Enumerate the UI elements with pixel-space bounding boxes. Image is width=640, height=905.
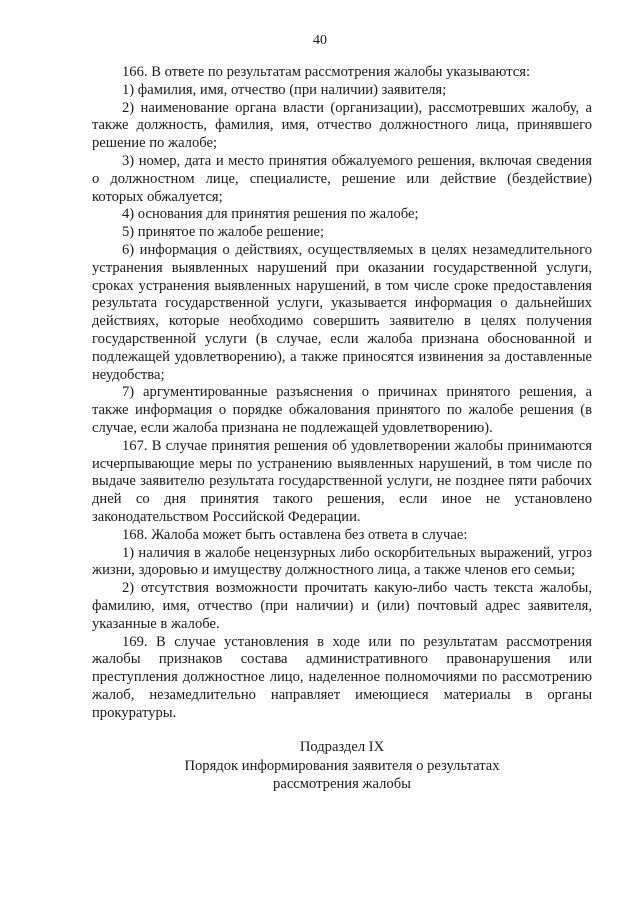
list-item-168-1: 1) наличия в жалобе нецензурных либо оскорбительных выражений, угроз жизни, здоровью и имуществу должностного лица, а также членов его семьи; — [92, 544, 592, 579]
paragraph-168-intro: 168. Жалоба может быть оставлена без ответа в случае: — [122, 526, 468, 543]
subsection-title-line1: Порядок информирования заявителя о результатах — [184, 757, 500, 774]
list-item-166-3: 3) номер, дата и место принятия обжалуемого решения, включая сведения о должностном лице, специалисте, решение или действие (бездействие) которых обжалуется; — [92, 152, 592, 205]
list-item-166-4: 4) основания для принятия решения по жалобе; — [122, 206, 419, 223]
list-item-166-5: 5) принятое по жалобе решение; — [122, 224, 325, 241]
subsection-title-line2: рассмотрения жалобы — [273, 775, 411, 792]
list-item-168-2: 2) отсутствия возможности прочитать какую-либо часть текста жалобы, фамилию, имя, отчество (при наличии) и (или) почтовый адрес заявителя, указанные в жалобе. — [92, 580, 592, 632]
list-item-166-7: 7) аргументированные разъяснения о причинах принятого решения, а также информация о порядке обжалования принятого по жалобе решения (в случае, если жалоба признана не подлежащей удовлетворению). — [92, 384, 592, 436]
document-body — [92, 64, 592, 722]
subsection-header — [92, 739, 592, 793]
paragraph-166-intro: 166. В ответе по результатам рассмотрения жалобы указываются: — [122, 64, 531, 80]
page-number: 40 — [313, 33, 327, 48]
list-item-166-1: 1) фамилия, имя, отчество (при наличии) заявителя; — [122, 81, 447, 98]
list-item-166-2: 2) наименование органа власти (организации), рассмотревших жалобу, а также должность, фамилия, имя, отчество должностного лица, принявшего решение по жалобе; — [92, 99, 592, 152]
subsection-heading: Подраздел IX — [299, 739, 385, 755]
paragraph-169: 169. В случае установления в ходе или по результатам рассмотрения жалобы признаков состава административного правонарушения или преступления должностное лицо, наделенное полномочиями по рассмотрению жалоб, незамедлительно направляет имеющиеся материалы в органы прокуратуры. — [92, 633, 592, 721]
list-item-166-6: 6) информация о действиях, осуществляемых в целях незамедлительного устранения выявленных нарушений при оказании государственной услуги, сроках устранения выявленных нарушений, в том числе сроке предоставления результата государственной услуги, указывается информация о дальнейших действиях, которые необходимо совершить заявителю в целях получения государственной услуги (в случае, если жалоба признана обоснованной и подлежащей удовлетворению), а также приносятся извинения за доставленные неудобства; — [92, 241, 592, 383]
paragraph-167: 167. В случае принятия решения об удовлетворении жалобы принимаются исчерпывающие меры по устранению выявленных нарушений, в том числе по выдаче заявителю результата государственной услуги, не позднее пяти рабочих дней со дня принятия такого решения, если иное не установлено законодательством Российской Федерации. — [92, 437, 592, 525]
